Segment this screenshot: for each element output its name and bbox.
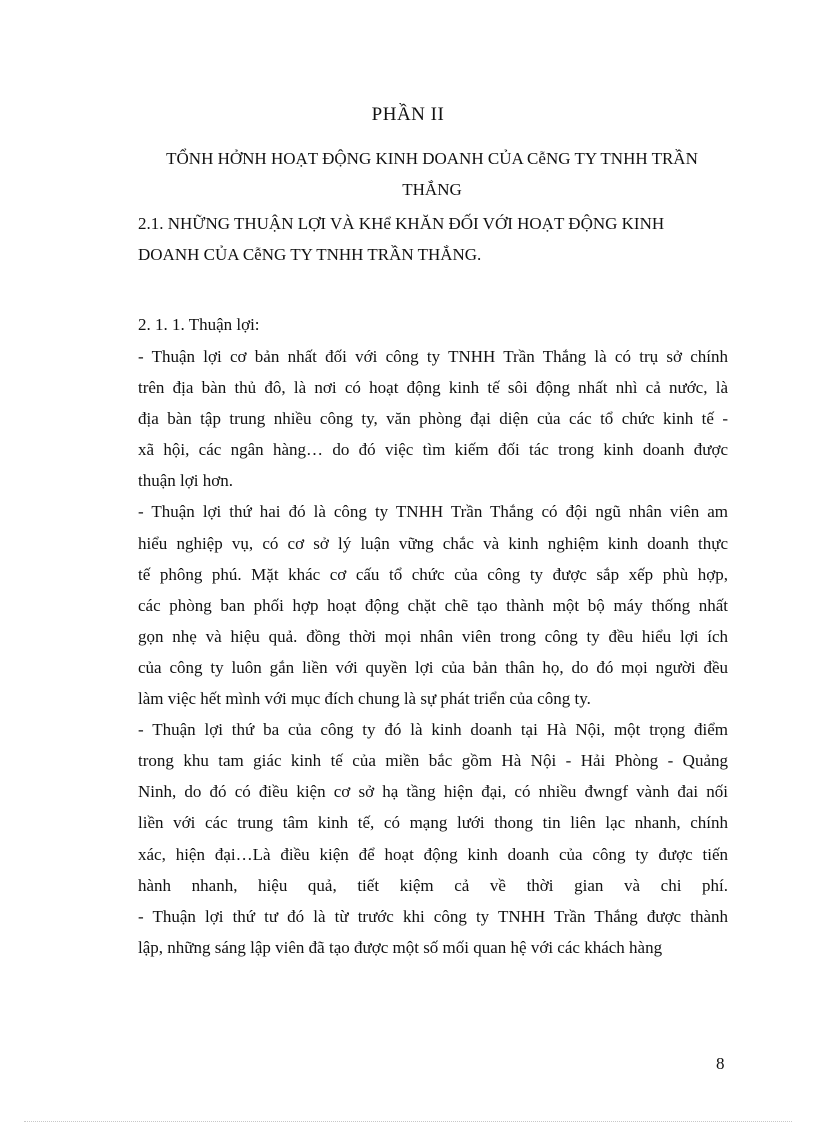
body-line: trên địa bàn thủ đô, là nơi có hoạt động kinh tế sôi động nhất nhì cả nước, là	[138, 378, 728, 398]
page-number: 8	[716, 1054, 725, 1073]
body-line: xã hội, các ngân hàng… do đó việc tìm kiếm đối tác trong kinh doanh được	[138, 440, 728, 460]
body-line: liền với các trung tâm kinh tế, có mạng lưới thong tin liên lạc nhanh, chính	[138, 813, 728, 833]
footer-rule	[24, 1121, 792, 1122]
body-line: trong khu tam giác kinh tế của miền bắc gồm Hà Nội - Hải Phòng - Quảng	[138, 751, 728, 771]
body-line: thuận lợi hơn.	[138, 471, 233, 491]
body-line: tế phông phú. Mặt khác cơ cấu tổ chức của công ty được sắp xếp phù hợp,	[138, 564, 728, 584]
body-line: làm việc hết mình với mục đích chung là sự phát triển của công ty.	[138, 689, 591, 709]
body-line: - Thuận lợi thứ ba của công ty đó là kinh doanh tại Hà Nội, một trọng điểm	[138, 720, 728, 740]
section-title: 2.1. NHỮNG THUẬN LỢI VÀ KHể KHĂN ĐỐI VỚI HOẠT ĐỘNG KINH DOANH CỦA CễNG TY TNHH TRẦN THẮNG.	[138, 214, 665, 264]
part-title: PHẦN II	[371, 104, 445, 125]
body-line: hiểu nghiệp vụ, có cơ sở lý luận vững chắc và kinh nghiệm kinh doanh thực	[138, 533, 728, 553]
chapter-title: TỔNH HỞNH HOẠT ĐỘNG KINH DOANH CỦA CễNG TY TNHH TRẦN THẮNG	[166, 149, 698, 199]
body-line: địa bàn tập trung nhiều công ty, văn phòng đại diện của các tổ chức kinh tế -	[138, 409, 728, 429]
body-line: các phòng ban phối hợp hoạt động chặt chẽ tạo thành một bộ máy thống nhất	[138, 595, 728, 615]
body-line: - Thuận lợi cơ bản nhất đối với công ty TNHH Trần Thắng là có trụ sở chính	[138, 347, 728, 366]
body-line: xác, hiện đại…Là điều kiện để hoạt động kinh doanh của công ty được tiến	[138, 844, 728, 864]
body-line: của công ty luôn gắn liền với quyền lợi của bản thân họ, do đó mọi người đều	[138, 657, 728, 677]
body-line: gọn nhẹ và hiệu quả. đồng thời mọi nhân viên trong công ty đều hiểu lợi ích	[138, 626, 728, 646]
body-text	[138, 341, 728, 963]
subsection-title: 2. 1. 1. Thuận lợi:	[138, 315, 260, 334]
body-line: Ninh, do đó có điều kiện cơ sở hạ tầng hiện đại, có nhiều đwngf vành đai nối	[138, 782, 728, 802]
body-line: - Thuận lợi thứ tư đó là từ trước khi công ty TNHH Trần Thắng được thành	[138, 906, 728, 926]
body-line: lập, những sáng lập viên đã tạo được một số mối quan hệ với các khách hàng	[138, 937, 663, 957]
body-line: hành nhanh, hiệu quả, tiết kiệm cả về thời gian và chi phí.	[138, 875, 728, 895]
body-line: - Thuận lợi thứ hai đó là công ty TNHH Trần Thắng có đội ngũ nhân viên am	[138, 502, 728, 522]
